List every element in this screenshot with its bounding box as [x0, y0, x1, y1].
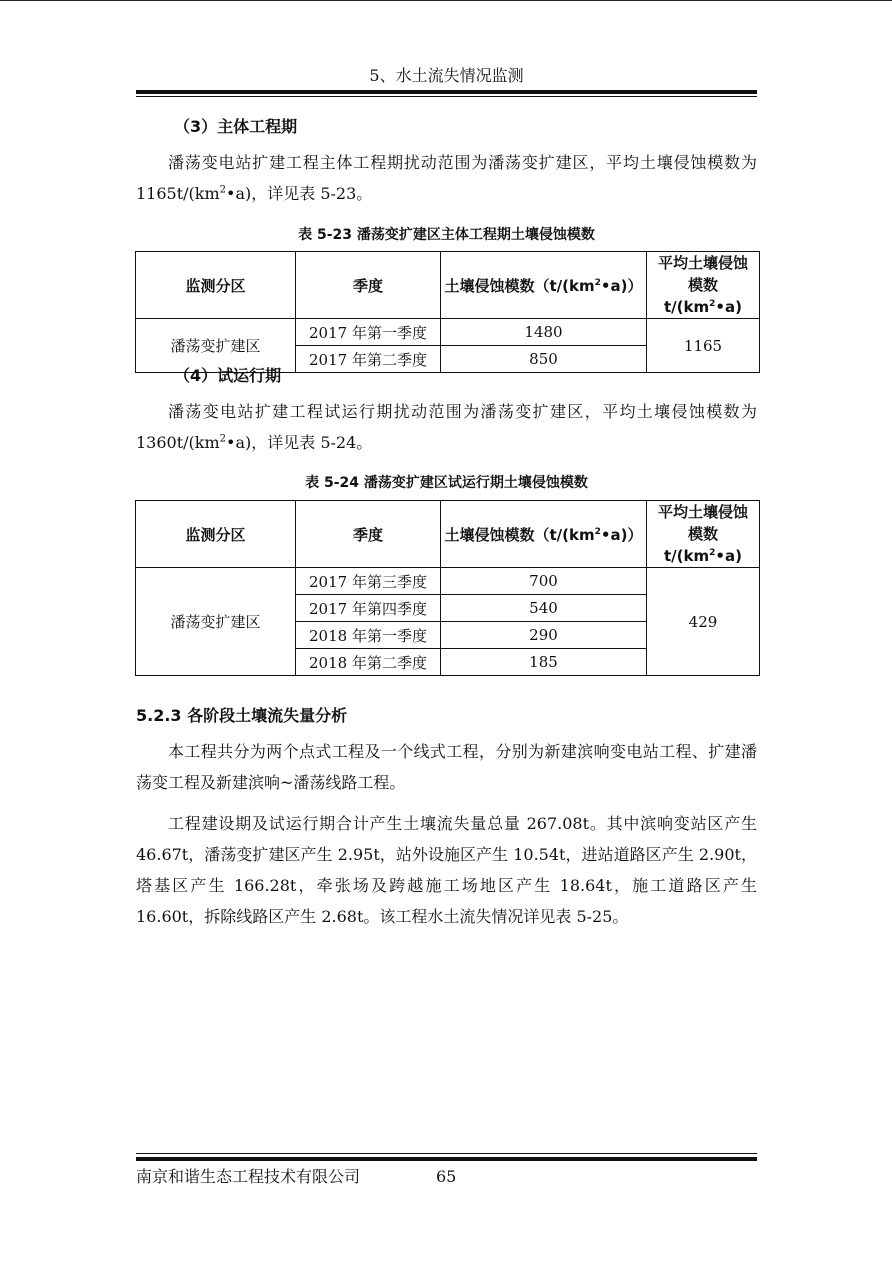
- top-border: [0, 0, 892, 1]
- zone-cell: 潘荡变扩建区: [136, 319, 296, 373]
- table-caption-5-24: 表 5-24 潘荡变扩建区试运行期土壤侵蚀模数: [305, 475, 588, 491]
- table-row: [136, 319, 760, 346]
- value-cell: 185: [441, 649, 647, 676]
- value-cell: 1480: [441, 319, 647, 346]
- season-cell: 2018 年第二季度: [296, 649, 441, 676]
- paragraph-soil-loss-summary: 工程建设期及试运行期合计产生土壤流失量总量 267.08t。其中滨响变站区产生 46.67t，潘荡变扩建区产生 2.95t，站外设施区产生 10.54t，进站道路区产生 2.90t，塔基区产生 166.28t，牵张场及跨越施工场地区产生 18.64t，施工道路区产生 16.60t，拆除线路区产生 2.68t。该工程水土流失情况详见表 5-25。: [136, 814, 757, 926]
- header-modulus: 土壤侵蚀模数$(t/(km^2•a))$: [441, 252, 647, 319]
- header-modulus: 土壤侵蚀模数$(t/(km^2•a))$: [441, 501, 647, 568]
- footer-rule-thin: [136, 1153, 757, 1154]
- paragraph-trial-run: 潘荡变电站扩建工程试运行期扰动范围为潘荡变扩建区，平均土壤侵蚀模数为 $1360t/(km^2•a)$，详见表 5-24。: [136, 402, 757, 452]
- header-average-modulus: 平均土壤侵蚀 模数 $t/(km^2•a)$: [647, 501, 760, 568]
- table-header-row: [136, 252, 760, 319]
- section-heading-trial-run: （4）试运行期: [174, 366, 282, 385]
- table-row: [136, 568, 760, 595]
- header-season: 季度: [296, 501, 441, 568]
- header-average-modulus: 平均土壤侵蚀 模数 $t/(km^2•a)$: [647, 252, 760, 319]
- zone-cell: 潘荡变扩建区: [136, 568, 296, 676]
- season-cell: 2017 年第一季度: [296, 319, 441, 346]
- running-head: 5、水土流失情况监测: [369, 66, 524, 85]
- header-zone: 监测分区: [136, 252, 296, 319]
- header-rule-thick: [136, 90, 757, 94]
- section-heading-main-works: （3）主体工程期: [174, 117, 298, 136]
- page-number: 65: [436, 1167, 457, 1186]
- table-header-row: [136, 501, 760, 568]
- table-5-23: [135, 251, 760, 373]
- value-cell: 700: [441, 568, 647, 595]
- header-season: 季度: [296, 252, 441, 319]
- season-cell: 2018 年第一季度: [296, 622, 441, 649]
- header-zone: 监测分区: [136, 501, 296, 568]
- season-cell: 2017 年第二季度: [296, 346, 441, 373]
- footer-company: 南京和谐生态工程技术有限公司: [136, 1167, 361, 1186]
- average-cell: 1165: [647, 319, 760, 373]
- season-cell: 2017 年第四季度: [296, 595, 441, 622]
- paragraph-project-overview: 本工程共分为两个点式工程及一个线式工程，分别为新建滨响变电站工程、扩建潘荡变工程及新建滨响~潘荡线路工程。: [136, 742, 757, 792]
- header-rule-thin: [136, 96, 757, 97]
- season-cell: 2017 年第三季度: [296, 568, 441, 595]
- paragraph-main-works: 潘荡变电站扩建工程主体工程期扰动范围为潘荡变扩建区，平均土壤侵蚀模数为 $1165t/(km^2•a)$，详见表 5-23。: [136, 153, 757, 203]
- value-cell: 540: [441, 595, 647, 622]
- value-cell: 850: [441, 346, 647, 373]
- table-5-24: [135, 500, 760, 676]
- table-caption-5-23: 表 5-23 潘荡变扩建区主体工程期土壤侵蚀模数: [298, 227, 595, 243]
- average-cell: 429: [647, 568, 760, 676]
- value-cell: 290: [441, 622, 647, 649]
- section-heading-5-2-3: 5.2.3 各阶段土壤流失量分析: [136, 706, 348, 725]
- footer-rule-thick: [136, 1157, 757, 1161]
